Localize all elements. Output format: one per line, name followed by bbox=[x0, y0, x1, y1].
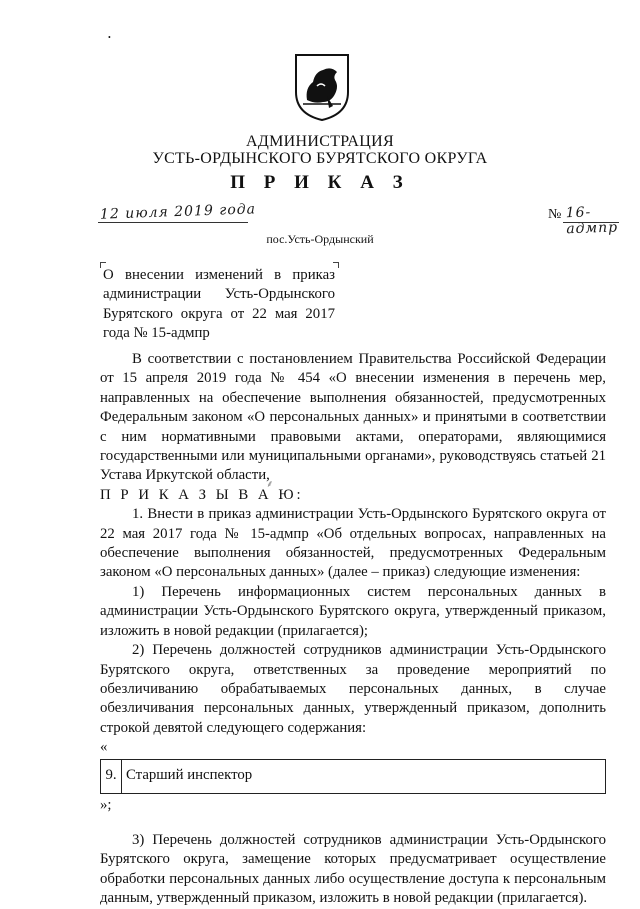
organization-name-line1: АДМИНИСТРАЦИЯ bbox=[246, 133, 394, 150]
date-underline bbox=[98, 222, 248, 223]
table-row bbox=[101, 759, 606, 793]
handwritten-order-number: 16-адмпр bbox=[565, 204, 619, 238]
scan-mark: ⸙ bbox=[266, 479, 274, 490]
corner-mark bbox=[100, 262, 106, 268]
handwritten-date: 12 июля 2019 года bbox=[99, 201, 257, 223]
quote-open: « bbox=[100, 739, 108, 756]
order-subject bbox=[103, 266, 335, 344]
preamble-paragraph: В соответствии с постановлением Правительства Российской Федерации от 15 апреля 2019 года № 454 «О внесении изменения в перечень мер, направленных на обеспечение выполнения обязанностей, предусмотренных Федеральным законом «О персональных данных» и принятыми в соответствии с ним нормативными правовыми актами, операторами, являющимися государственными или муниципальными органами», руководствуясь статьей 21 Устава Иркутской области, bbox=[100, 351, 606, 484]
order-subject-text: О внесении изменений в приказ администрации Усть-Ордынского Бурятского округа от 22 мая 2017 года № 15-адмпр bbox=[103, 267, 335, 342]
corner-mark bbox=[333, 262, 339, 268]
position-table bbox=[100, 759, 606, 794]
place-of-issue: пос.Усть-Ордынский bbox=[266, 232, 374, 246]
table-cell-number: 9. bbox=[101, 759, 122, 793]
coat-of-arms-icon bbox=[293, 52, 351, 122]
scan-dot: • bbox=[108, 33, 111, 42]
subitem-1-paragraph: 1) Перечень информационных систем персональных данных в администрации Усть-Ордынского Бурятского округа, утвержденный приказом, изложить в новой редакции (прилагается); bbox=[100, 583, 606, 639]
organization-name-line2: УСТЬ-ОРДЫНСКОГО БУРЯТСКОГО ОКРУГА bbox=[152, 150, 488, 167]
table-cell-position: Старший инспектор bbox=[122, 759, 606, 793]
order-directive: П Р И К А З Ы В А Ю: bbox=[100, 486, 304, 503]
subitem-2-paragraph: 2) Перечень должностей сотрудников администрации Усть-Ордынского Бурятского округа, ответственных за проведение мероприятий по обезличиванию обрабатываемых персональных данных, в случае обезличивания персональных данных, утвержденный приказом, дополнить строкой девятой следующего содержания: bbox=[100, 642, 606, 736]
document-type: П Р И К А З bbox=[230, 172, 410, 193]
order-body bbox=[100, 350, 606, 909]
subitem-3-paragraph: 3) Перечень должностей сотрудников администрации Усть-Ордынского Бурятского округа, замещение которых предусматривает осуществление обработки персональных данных либо осуществление доступа к персональным данным, утвержденный приказом, изложить в новой редакции (прилагается). bbox=[100, 831, 606, 907]
quote-close: »; bbox=[100, 796, 112, 813]
item-1-paragraph: 1. Внести в приказ администрации Усть-Ордынского Бурятского округа от 22 мая 2017 года № 15-адмпр «Об отдельных вопросах, направленных на обеспечение выполнения обязанностей, предусмотренных Федеральным законом «О персональных данных» (далее – приказ) следующие изменения: bbox=[100, 506, 606, 581]
number-underline bbox=[563, 222, 619, 223]
number-sign: № bbox=[548, 207, 562, 222]
